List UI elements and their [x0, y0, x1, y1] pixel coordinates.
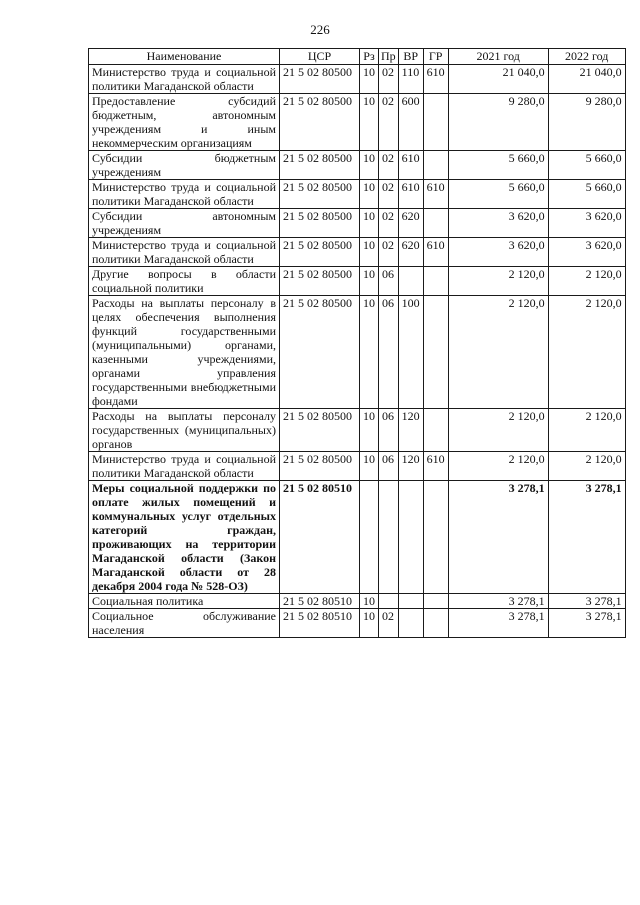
cell-pr: 02 — [379, 65, 399, 94]
header-gr: ГР — [423, 49, 448, 65]
cell-pr — [379, 481, 399, 594]
cell-rz: 10 — [360, 65, 379, 94]
cell-2022: 3 278,1 — [548, 609, 625, 638]
cell-vr: 120 — [398, 409, 423, 452]
header-name: Наименование — [89, 49, 280, 65]
budget-table — [88, 48, 626, 638]
cell-csr: 21 5 02 80500 — [280, 65, 360, 94]
table-row — [89, 481, 626, 594]
cell-rz: 10 — [360, 594, 379, 609]
cell-gr — [423, 481, 448, 594]
cell-2022: 3 278,1 — [548, 594, 625, 609]
cell-pr: 02 — [379, 238, 399, 267]
header-vr: ВР — [398, 49, 423, 65]
header-2021: 2021 год — [448, 49, 548, 65]
cell-gr: 610 — [423, 452, 448, 481]
cell-2022: 2 120,0 — [548, 296, 625, 409]
cell-vr: 120 — [398, 452, 423, 481]
cell-2022: 3 620,0 — [548, 209, 625, 238]
cell-pr: 06 — [379, 409, 399, 452]
cell-pr — [379, 594, 399, 609]
cell-csr: 21 5 02 80500 — [280, 296, 360, 409]
cell-gr: 610 — [423, 65, 448, 94]
cell-pr: 06 — [379, 452, 399, 481]
cell-2022: 2 120,0 — [548, 267, 625, 296]
table-row — [89, 296, 626, 409]
table-row — [89, 94, 626, 151]
cell-2021: 2 120,0 — [448, 296, 548, 409]
cell-2022: 21 040,0 — [548, 65, 625, 94]
cell-gr — [423, 594, 448, 609]
cell-rz: 10 — [360, 267, 379, 296]
cell-2021: 2 120,0 — [448, 452, 548, 481]
cell-csr: 21 5 02 80500 — [280, 209, 360, 238]
header-2022: 2022 год — [548, 49, 625, 65]
cell-csr: 21 5 02 80510 — [280, 594, 360, 609]
cell-csr: 21 5 02 80510 — [280, 481, 360, 594]
cell-2022: 9 280,0 — [548, 94, 625, 151]
cell-name: Предоставление субсидий бюджетным, автономным учреждениям и иным некоммерческим организациям — [89, 94, 280, 151]
cell-2021: 2 120,0 — [448, 409, 548, 452]
cell-pr: 02 — [379, 94, 399, 151]
header-pr: Пр — [379, 49, 399, 65]
table-row — [89, 180, 626, 209]
cell-pr: 02 — [379, 209, 399, 238]
cell-vr: 610 — [398, 151, 423, 180]
cell-name: Субсидии автономным учреждениям — [89, 209, 280, 238]
cell-2021: 21 040,0 — [448, 65, 548, 94]
cell-pr: 02 — [379, 151, 399, 180]
cell-rz: 10 — [360, 296, 379, 409]
cell-gr — [423, 409, 448, 452]
cell-name: Меры социальной поддержки по оплате жилых помещений и коммунальных услуг отдельных категорий граждан, проживающих на территории Магаданской области (Закон Магаданской области от 28 декабря 2004 года № 528-ОЗ) — [89, 481, 280, 594]
cell-vr: 100 — [398, 296, 423, 409]
cell-gr — [423, 296, 448, 409]
table-row — [89, 409, 626, 452]
cell-csr: 21 5 02 80500 — [280, 180, 360, 209]
cell-csr: 21 5 02 80500 — [280, 267, 360, 296]
cell-gr: 610 — [423, 238, 448, 267]
cell-2021: 2 120,0 — [448, 267, 548, 296]
cell-gr: 610 — [423, 180, 448, 209]
cell-csr: 21 5 02 80500 — [280, 238, 360, 267]
cell-vr — [398, 267, 423, 296]
cell-pr: 02 — [379, 609, 399, 638]
cell-name: Расходы на выплаты персоналу в целях обеспечения выполнения функций государственными (муниципальными) органами, казенными учреждениями, органами управления государственными внебюджетными фондами — [89, 296, 280, 409]
cell-name: Другие вопросы в области социальной политики — [89, 267, 280, 296]
page-number: 226 — [310, 22, 330, 37]
cell-name: Министерство труда и социальной политики Магаданской области — [89, 452, 280, 481]
cell-rz: 10 — [360, 609, 379, 638]
cell-rz: 10 — [360, 238, 379, 267]
cell-pr: 06 — [379, 296, 399, 409]
cell-gr — [423, 209, 448, 238]
cell-vr: 620 — [398, 209, 423, 238]
cell-rz: 10 — [360, 209, 379, 238]
table-header-row — [89, 49, 626, 65]
cell-pr: 02 — [379, 180, 399, 209]
cell-2022: 2 120,0 — [548, 409, 625, 452]
cell-csr: 21 5 02 80500 — [280, 452, 360, 481]
cell-rz — [360, 481, 379, 594]
cell-2021: 3 278,1 — [448, 481, 548, 594]
cell-gr — [423, 94, 448, 151]
cell-rz: 10 — [360, 94, 379, 151]
cell-rz: 10 — [360, 409, 379, 452]
cell-name: Министерство труда и социальной политики Магаданской области — [89, 238, 280, 267]
table-row — [89, 609, 626, 638]
header-rz: Рз — [360, 49, 379, 65]
table-row — [89, 209, 626, 238]
table-row — [89, 65, 626, 94]
cell-name: Министерство труда и социальной политики Магаданской области — [89, 65, 280, 94]
cell-gr — [423, 609, 448, 638]
cell-rz: 10 — [360, 452, 379, 481]
cell-2021: 3 620,0 — [448, 209, 548, 238]
cell-vr: 610 — [398, 180, 423, 209]
cell-2022: 3 620,0 — [548, 238, 625, 267]
table-row — [89, 151, 626, 180]
cell-vr: 110 — [398, 65, 423, 94]
cell-2022: 3 278,1 — [548, 481, 625, 594]
cell-2021: 9 280,0 — [448, 94, 548, 151]
header-csr: ЦСР — [280, 49, 360, 65]
cell-name: Социальная политика — [89, 594, 280, 609]
cell-2021: 3 278,1 — [448, 609, 548, 638]
cell-2022: 5 660,0 — [548, 180, 625, 209]
cell-vr: 600 — [398, 94, 423, 151]
cell-gr — [423, 151, 448, 180]
cell-pr: 06 — [379, 267, 399, 296]
cell-2021: 3 278,1 — [448, 594, 548, 609]
cell-name: Социальное обслуживание населения — [89, 609, 280, 638]
cell-name: Субсидии бюджетным учреждениям — [89, 151, 280, 180]
table-row — [89, 452, 626, 481]
cell-rz: 10 — [360, 151, 379, 180]
cell-name: Министерство труда и социальной политики Магаданской области — [89, 180, 280, 209]
cell-2022: 5 660,0 — [548, 151, 625, 180]
cell-vr — [398, 481, 423, 594]
cell-name: Расходы на выплаты персоналу государственных (муниципальных) органов — [89, 409, 280, 452]
cell-gr — [423, 267, 448, 296]
table-body — [89, 65, 626, 638]
cell-2021: 5 660,0 — [448, 180, 548, 209]
cell-2021: 3 620,0 — [448, 238, 548, 267]
cell-csr: 21 5 02 80510 — [280, 609, 360, 638]
cell-vr: 620 — [398, 238, 423, 267]
cell-rz: 10 — [360, 180, 379, 209]
table-row — [89, 594, 626, 609]
table-row — [89, 267, 626, 296]
cell-csr: 21 5 02 80500 — [280, 409, 360, 452]
cell-csr: 21 5 02 80500 — [280, 151, 360, 180]
cell-vr — [398, 594, 423, 609]
cell-vr — [398, 609, 423, 638]
cell-csr: 21 5 02 80500 — [280, 94, 360, 151]
table-row — [89, 238, 626, 267]
cell-2022: 2 120,0 — [548, 452, 625, 481]
cell-2021: 5 660,0 — [448, 151, 548, 180]
